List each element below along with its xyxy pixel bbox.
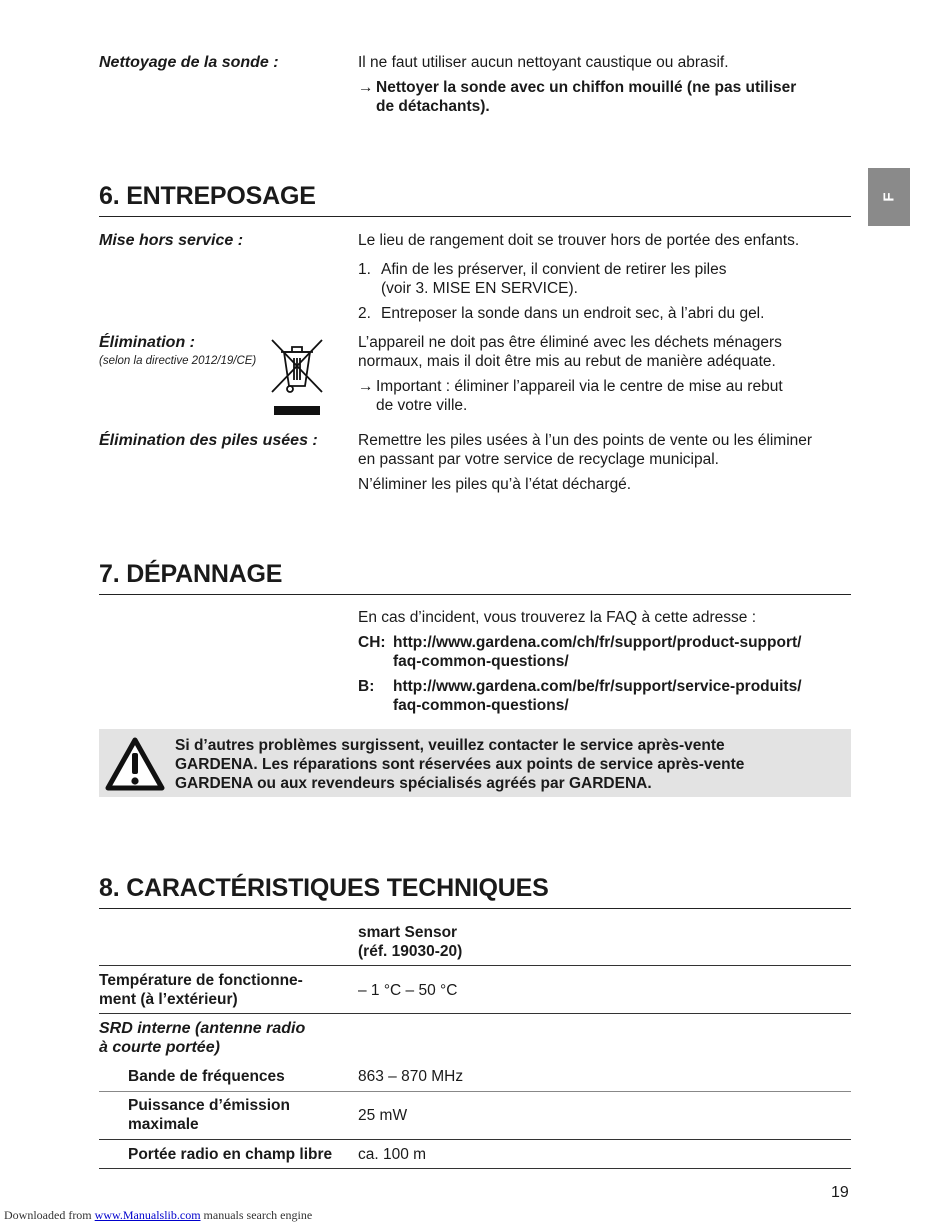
section-6-rule bbox=[99, 216, 851, 217]
cleaning-text: Il ne faut utiliser aucun nettoyant caustique ou abrasif. bbox=[358, 54, 729, 71]
storage-step-2: 2. Entreposer la sonde dans un endroit sec, à l’abri du gel. bbox=[358, 305, 765, 322]
spec-freq-value: 863 – 870 MHz bbox=[358, 1068, 464, 1085]
spec-product-header: smart Sensor (réf. 19030-20) bbox=[358, 924, 463, 960]
spec-power-label: Puissance d’émission maximale bbox=[128, 1097, 290, 1133]
spec-temp-label: Température de fonctionne- ment (à l’extérieur) bbox=[99, 972, 303, 1008]
disposal-text: L’appareil ne doit pas être éliminé avec les déchets ménagers normaux, mais il doit être mis au rebut de manière adéquate. bbox=[358, 334, 782, 370]
disposal-directive: (selon la directive 2012/19/CE) bbox=[99, 355, 257, 367]
disposal-action: → Important : éliminer l’appareil via le centre de mise au rebut de votre ville. bbox=[358, 378, 783, 414]
batteries-label: Élimination des piles usées : bbox=[99, 432, 318, 449]
faq-b-label: B: bbox=[358, 678, 375, 695]
spec-bottom-rule bbox=[99, 1168, 851, 1169]
spec-srd-label: SRD interne (antenne radio à courte portée) bbox=[99, 1020, 306, 1056]
spec-header-rule bbox=[99, 965, 851, 966]
storage-intro: Le lieu de rangement doit se trouver hors de portée des enfants. bbox=[358, 232, 800, 249]
manualslib-link[interactable]: www.Manualslib.com bbox=[94, 1208, 201, 1222]
arrow-icon: → bbox=[358, 378, 374, 395]
faq-ch-label: CH: bbox=[358, 634, 386, 651]
page-number: 19 bbox=[831, 1184, 849, 1201]
section-6-title: 6. ENTREPOSAGE bbox=[99, 182, 316, 210]
cleaning-action: → Nettoyer la sonde avec un chiffon mouillé (ne pas utiliser de détachants). bbox=[358, 79, 797, 115]
arrow-icon: → bbox=[358, 79, 374, 96]
section-8-title: 8. CARACTÉRISTIQUES TECHNIQUES bbox=[99, 874, 549, 902]
section-7-rule bbox=[99, 594, 851, 595]
cleaning-label: Nettoyage de la sonde : bbox=[99, 54, 279, 71]
spec-range-label: Portée radio en champ libre bbox=[128, 1146, 333, 1163]
download-footer: Downloaded from www.Manualslib.com manuals search engine bbox=[4, 1208, 313, 1222]
language-tab bbox=[868, 168, 910, 226]
storage-label: Mise hors service : bbox=[99, 232, 244, 249]
warning-text: Si d’autres problèmes surgissent, veuillez contacter le service après-vente GARDENA. Les réparations sont réservées aux points de service après-vente GARDENA ou aux revendeurs spécialisés agréés par GARDENA. bbox=[175, 737, 745, 792]
spec-row-rule bbox=[99, 1091, 851, 1092]
spec-row-rule bbox=[99, 1139, 851, 1140]
warning-icon bbox=[104, 736, 166, 792]
spec-power-value: 25 mW bbox=[358, 1107, 408, 1124]
faq-b-link[interactable]: http://www.gardena.com/be/fr/support/service-produits/ faq-common-questions/ bbox=[393, 678, 802, 714]
storage-step-1: 1. Afin de les préserver, il convient de retirer les piles (voir 3. MISE EN SERVICE). bbox=[358, 261, 727, 297]
language-tab-label: F bbox=[880, 192, 898, 202]
spec-range-value: ca. 100 m bbox=[358, 1146, 427, 1163]
disposal-label: Élimination : bbox=[99, 334, 195, 351]
faq-intro: En cas d’incident, vous trouverez la FAQ à cette adresse : bbox=[358, 609, 757, 626]
spec-freq-label: Bande de fréquences bbox=[128, 1068, 285, 1085]
warning-box bbox=[99, 729, 851, 797]
spec-temp-value: – 1 °C – 50 °C bbox=[358, 982, 458, 999]
batteries-note: N’éliminer les piles qu’à l’état déchargé. bbox=[358, 476, 632, 493]
section-8-rule bbox=[99, 908, 851, 909]
faq-ch-link[interactable]: http://www.gardena.com/ch/fr/support/product-support/ faq-common-questions/ bbox=[393, 634, 802, 670]
section-7-title: 7. DÉPANNAGE bbox=[99, 560, 283, 588]
spec-row-rule bbox=[99, 1013, 851, 1014]
batteries-text: Remettre les piles usées à l’un des points de vente ou les éliminer en passant par votre service de recyclage municipal. bbox=[358, 432, 813, 468]
weee-bin-icon bbox=[268, 336, 326, 418]
